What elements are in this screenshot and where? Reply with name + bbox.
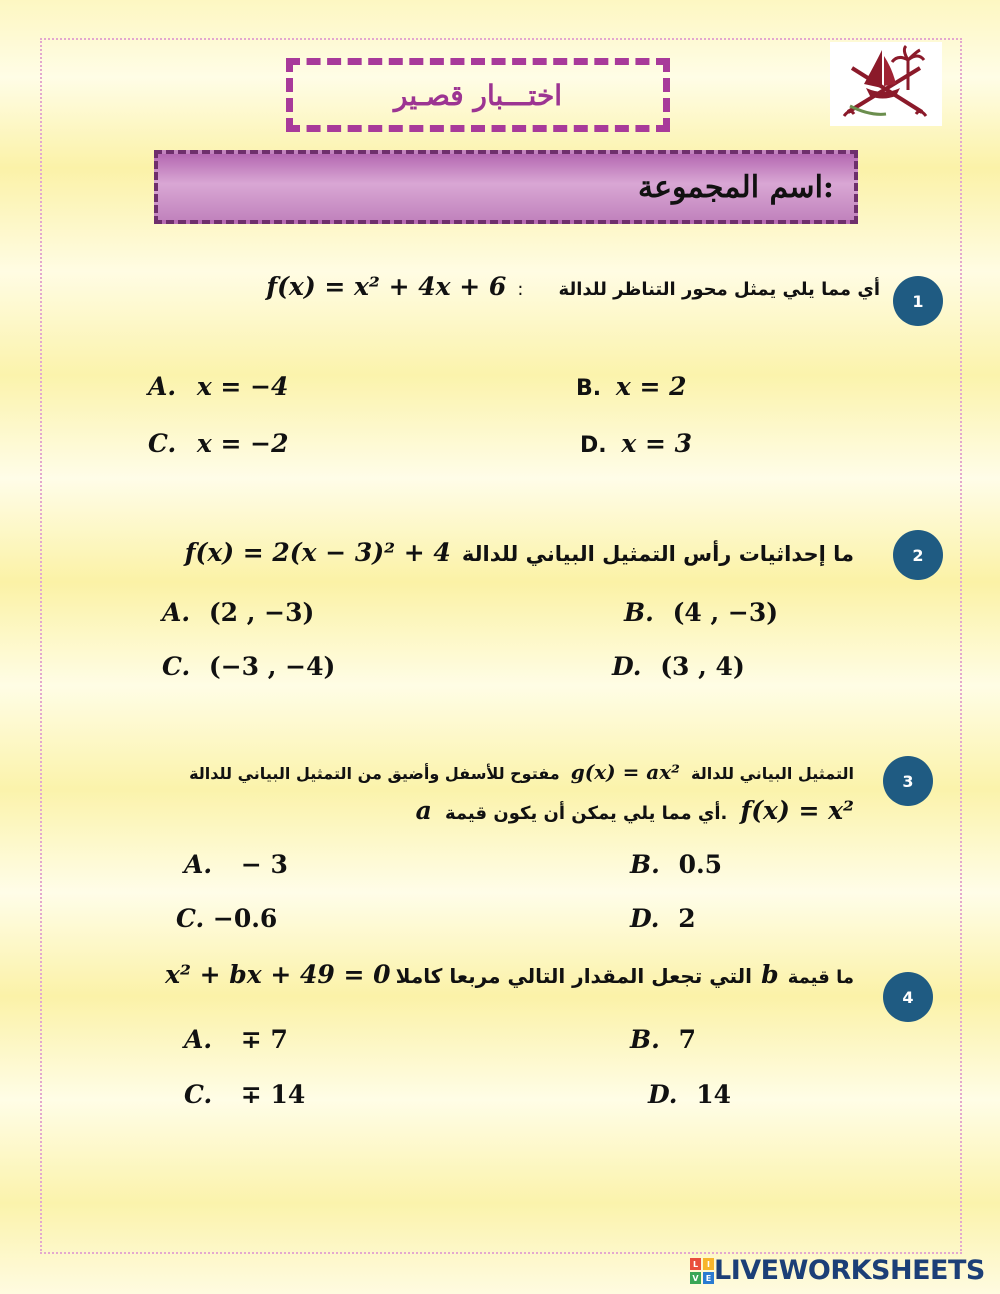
question-4-expression: x² + bx + 49 = 0	[165, 960, 391, 989]
q2-option-c[interactable]	[162, 652, 335, 681]
q4-option-d[interactable]	[648, 1080, 731, 1109]
page-title: اختـــبار قصـير	[393, 78, 563, 112]
question-number-4: 4	[883, 972, 933, 1022]
q1-option-c-value: x = −2	[196, 429, 289, 458]
q2-option-c-letter: C.	[162, 652, 191, 681]
q3-option-a-value: − 3	[240, 850, 288, 879]
q4-option-d-value: 14	[696, 1080, 732, 1109]
question-2-prompt: ما إحداثيات رأس التمثيل البياني للدالة	[461, 542, 854, 566]
liveworksheets-brand[interactable]	[690, 1255, 985, 1286]
q4-option-b-value: 7	[678, 1025, 696, 1054]
logo-letter-e: E	[705, 1273, 712, 1283]
q3-option-c[interactable]	[176, 904, 277, 933]
question-3-prompt-a: التمثيل البياني للدالة	[691, 764, 854, 783]
group-name-label: اسم المجموعة:	[638, 169, 834, 205]
q3-option-d-value: 2	[678, 904, 696, 933]
question-number-3: 3	[883, 756, 933, 806]
q4-option-c-letter: C.	[184, 1080, 213, 1109]
q4-option-a-value: ∓ 7	[240, 1025, 288, 1054]
q3-option-b[interactable]	[630, 850, 722, 879]
q2-option-a[interactable]	[162, 598, 314, 627]
question-4-prompt-a: ما قيمة	[787, 967, 854, 988]
question-4-prompt-b: التي تجعل المقدار التالي مربعا كاملا	[395, 964, 753, 988]
q4-option-c-value: ∓ 14	[240, 1080, 306, 1109]
title-box	[286, 58, 670, 132]
q1-option-b[interactable]	[576, 372, 687, 401]
q1-option-b-letter: B.	[576, 376, 602, 401]
brand-name: LIVEWORKSHEETS	[714, 1255, 985, 1286]
q2-option-b-letter: B.	[624, 598, 654, 627]
q1-option-a[interactable]	[148, 372, 288, 401]
q1-option-a-letter: A.	[148, 372, 177, 401]
question-number-1: 1	[893, 276, 943, 326]
q3-option-d-letter: D.	[630, 904, 660, 933]
question-2-expression: f(x) = 2(x − 3)² + 4	[184, 538, 451, 567]
q4-option-c[interactable]	[184, 1080, 305, 1109]
q3-option-d[interactable]	[630, 904, 696, 933]
question-1-colon: :	[517, 279, 524, 300]
q3-option-a-letter: A.	[184, 850, 213, 879]
logo-letter-i: I	[707, 1259, 710, 1269]
question-3-variable: a	[415, 796, 432, 825]
q1-option-d-value: x = 3	[621, 429, 692, 458]
q4-option-d-letter: D.	[648, 1080, 678, 1109]
q4-option-a[interactable]	[184, 1025, 288, 1054]
q4-option-b-letter: B.	[630, 1025, 660, 1054]
question-4-variable: b	[761, 960, 779, 989]
qatar-emblem-logo	[830, 42, 942, 126]
q1-option-b-value: x = 2	[615, 372, 687, 401]
q1-option-c[interactable]	[148, 429, 289, 458]
q2-option-d-value: (3 , 4)	[660, 652, 745, 681]
q2-option-c-value: (−3 , −4)	[208, 652, 336, 681]
logo-letter-l: L	[692, 1259, 699, 1269]
q2-option-d-letter: D.	[612, 652, 642, 681]
question-3-expression-g: g(x) = ax²	[570, 760, 680, 784]
q3-option-b-letter: B.	[630, 850, 660, 879]
q4-option-a-letter: A.	[184, 1025, 213, 1054]
question-3-prompt-b: مفتوح للأسفل وأضيق من التمثيل البياني للدالة	[189, 764, 560, 783]
q1-option-d[interactable]	[580, 429, 692, 458]
question-3-line-2	[416, 796, 854, 825]
group-name-box[interactable]	[154, 150, 858, 224]
q2-option-a-value: (2 , −3)	[208, 598, 315, 627]
q3-option-c-value: −0.6	[212, 904, 278, 933]
question-1-text	[266, 272, 880, 301]
question-2-text	[185, 538, 854, 567]
q3-option-c-letter: C.	[176, 904, 205, 933]
question-1-expression: f(x) = x² + 4x + 6	[266, 272, 507, 301]
liveworksheets-logo-icon	[690, 1258, 714, 1284]
question-4-text	[165, 960, 854, 989]
q1-option-a-value: x = −4	[196, 372, 289, 401]
q3-option-a[interactable]	[184, 850, 288, 879]
q1-option-d-letter: D.	[580, 433, 607, 458]
q2-option-a-letter: A.	[162, 598, 191, 627]
q2-option-d[interactable]	[612, 652, 745, 681]
q3-option-b-value: 0.5	[678, 850, 723, 879]
logo-letter-v: V	[692, 1273, 699, 1283]
question-3-prompt-c: .أي مما يلي يمكن أن يكون قيمة	[444, 803, 728, 824]
question-3-expression-f: f(x) = x²	[740, 796, 854, 825]
q2-option-b-value: (4 , −3)	[672, 598, 779, 627]
q1-option-c-letter: C.	[148, 429, 177, 458]
question-number-2: 2	[893, 530, 943, 580]
q2-option-b[interactable]	[624, 598, 778, 627]
question-3-line-1	[189, 760, 854, 784]
question-1-prompt: أي مما يلي يمثل محور التناظر للدالة	[558, 279, 880, 300]
q4-option-b[interactable]	[630, 1025, 696, 1054]
